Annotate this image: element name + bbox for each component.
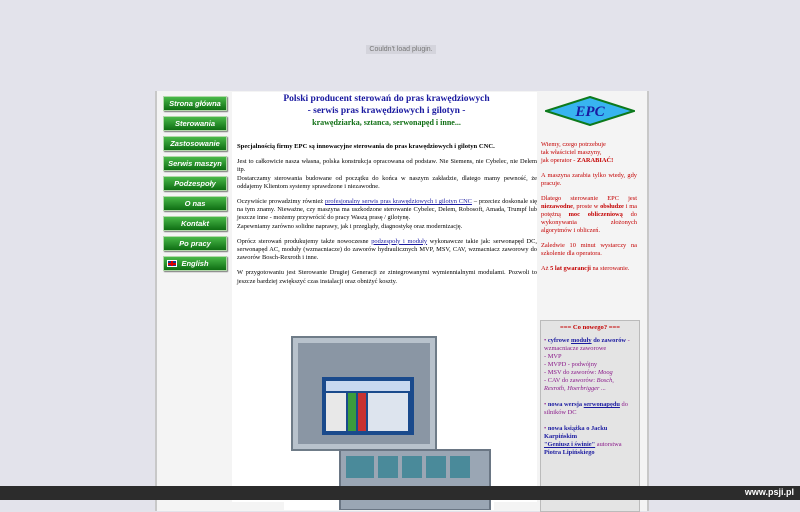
book-link[interactable]: "Geniusz i świnie" — [544, 441, 596, 448]
promo-line-1: Wiemy, czego potrzebuje — [541, 141, 606, 148]
text-own-design: Jest to całkowicie nasza własna, polska konstrukcja opracowana od podstaw. Nie Siemens, nie Cybelec, nie Delem itp. — [237, 158, 537, 174]
promo-warranty — [541, 265, 637, 273]
logo-text: EPC — [575, 104, 605, 120]
nav-home-button[interactable]: Strona główna — [163, 96, 227, 111]
news-msv-brand: Moog — [597, 369, 613, 376]
promo-features — [541, 195, 637, 235]
news-servo-desc: do silników DC — [544, 401, 628, 416]
news-item-modules: • cyfrowe moduły do zaworów - wzmacniacze zaworowe - MVP - MVPD - podwójny - MSV do zaworów: Moog - CAV do zaworów: Bosch, Rexroth, Hoerbrigger ... — [544, 337, 630, 392]
promo-features-end: do wykonywania złożonych algorytmów i obliczeń. — [541, 211, 637, 234]
text-components-intro: Oprócz sterowań produkujemy także nowoczesne — [237, 237, 372, 245]
page-header — [234, 93, 539, 129]
main-nav — [163, 96, 227, 276]
nav-english-button[interactable] — [163, 256, 227, 271]
epc-logo[interactable] — [545, 96, 635, 126]
promo-works: A maszyna zarabia tylko wtedy, gdy pracuje. — [541, 172, 637, 187]
news-modules-suffix: do zaworów — [591, 337, 627, 344]
promo-features-intro: Dlatego sterowanie EPC jest — [541, 195, 637, 202]
news-servo-title: nowa wersja — [547, 401, 584, 408]
nav-after-work-button[interactable]: Po pracy — [163, 236, 227, 251]
news-modules-desc: - wzmacniacze zaworowe — [544, 337, 630, 352]
site-url[interactable]: www.psji.pl — [744, 487, 794, 497]
news-mvpd: - MVPD - podwójny — [544, 361, 598, 368]
news-msv: - MSV do zaworów: — [544, 369, 598, 376]
nav-contact-button[interactable]: Kontakt — [163, 216, 227, 231]
article-body — [237, 143, 537, 293]
nav-about-button[interactable]: O nas — [163, 196, 227, 211]
paragraph-service — [237, 198, 537, 231]
text-service-intro: Oczywiście prowadzimy również — [237, 198, 326, 206]
promo-training: Zaledwie 10 minut wystarczy na szkolenie dla operatora. — [541, 242, 637, 257]
promo-features-mid2: i ma potężną — [541, 203, 638, 218]
nav-components-button[interactable]: Podzespoły — [163, 176, 227, 191]
paragraph-next-gen: W przygotowaniu jest Sterowanie Drugiej Generacji ze zintegrowanymi wymiennialnymi modulami. Pozwoli to jeszcze bardziej zwiększyć czas instalacji oraz obniżyć koszty. — [237, 269, 537, 285]
service-link[interactable]: profesjonalny serwis pras krawędziowych i gilotyn CNC — [325, 198, 472, 206]
nav-controls-button[interactable]: Sterowania — [163, 116, 227, 131]
controller-photo — [284, 335, 494, 510]
news-cav-brands: Bosch, Rexroth, Hoerbrigger ... — [544, 377, 614, 392]
components-link[interactable]: podzespoły i moduły — [371, 237, 428, 245]
paragraph-own-design — [237, 158, 537, 191]
promo-power: moc obliczeniową — [568, 211, 623, 218]
news-item-book: • nowa książka o Jacku Karpińskim "Geniusz i świnie" autorstwa Piotra Lipińskiego — [544, 425, 622, 456]
promo-warranty-post: na sterowanie. — [590, 265, 630, 272]
promo-need — [541, 141, 637, 165]
promo-line-2: tak właściciel maszyny, — [541, 149, 602, 156]
promo-earn: ZARABIAĆ! — [577, 157, 614, 164]
promo-operation: obsłudze — [600, 203, 624, 210]
news-book-author: Piotra Lipińskiego — [544, 449, 595, 456]
nav-applications-button[interactable]: Zastosowanie — [163, 136, 227, 151]
servo-link[interactable]: serwonapędu — [583, 401, 620, 408]
news-modules-title: cyfrowe — [547, 337, 571, 344]
nav-english-label: English — [181, 259, 209, 268]
news-mvp: - MVP — [544, 353, 562, 360]
nav-machine-service-button[interactable]: Serwis maszyn — [163, 156, 227, 171]
paragraph-components — [237, 238, 537, 263]
header-line-1: Polski producent sterowań do pras krawędziowych — [283, 94, 490, 104]
sidebar-promo — [541, 141, 637, 280]
news-cav: - CAV do zaworów: — [544, 377, 597, 384]
lead-paragraph: Specjalnością firmy EPC są innowacyjne sterowania do pras krawędziowych i gilotyn CNC. — [237, 143, 495, 150]
text-service-maintenance: Zapewniamy zarówno solidne naprawy, jak i przeglądy, diagnostykę oraz modernizację. — [237, 222, 463, 230]
text-components-detail: wykonawcze takie jak: serwonapęd DC, serwonapęd AC, moduły (wzmacniacze) do zaworów hydraulicznych MVP, MSV, CAV, wzmacniacz zaworowy do zaworów Bosch-Rexroth i inne. — [237, 237, 537, 262]
text-service-detail: – przeciez doskonale się na tym znamy. Nieważne, czy maszyna ma uszkodzone sterowanie Cybelec, Delem, Robosoft, Amada, Trumpf lub jeszcze inne - możemy przywrócić do pracy Waszą prasę / gilotynę. — [237, 198, 537, 222]
plugin-error-message: Couldn't load plugin. — [366, 45, 436, 54]
promo-warranty-years: 5 lat gwarancji — [550, 265, 591, 272]
news-item-servo: • nowa wersja serwonapędu do silników DC — [544, 401, 628, 416]
news-heading: === Co nowego? === — [559, 324, 621, 331]
header-line-2: - serwis pras krawędziowych i gilotyn - — [307, 106, 466, 116]
header-line-3: krawędziarka, sztanca, serwonapęd i inne... — [312, 118, 461, 127]
text-reliability: Dostarczamy sterowania budowane od początku do końca w naszym zakładzie, dlatego mamy pewność, że oddajemy Klientom systemy sprawdzone i niezawodne. — [237, 174, 537, 190]
news-book-desc: autorstwa — [595, 441, 622, 448]
promo-warranty-pre: Aż — [541, 265, 551, 272]
news-book-title: nowa książka o Jacku Karpińskim — [544, 425, 608, 440]
uk-flag-icon — [167, 260, 177, 267]
news-box — [540, 320, 640, 512]
modules-link[interactable]: moduły — [570, 337, 592, 344]
promo-line-3: jak operator - — [541, 157, 578, 164]
promo-reliable: niezawodne — [541, 203, 573, 210]
footer-bar — [0, 486, 800, 500]
promo-features-mid: , proste w — [572, 203, 601, 210]
